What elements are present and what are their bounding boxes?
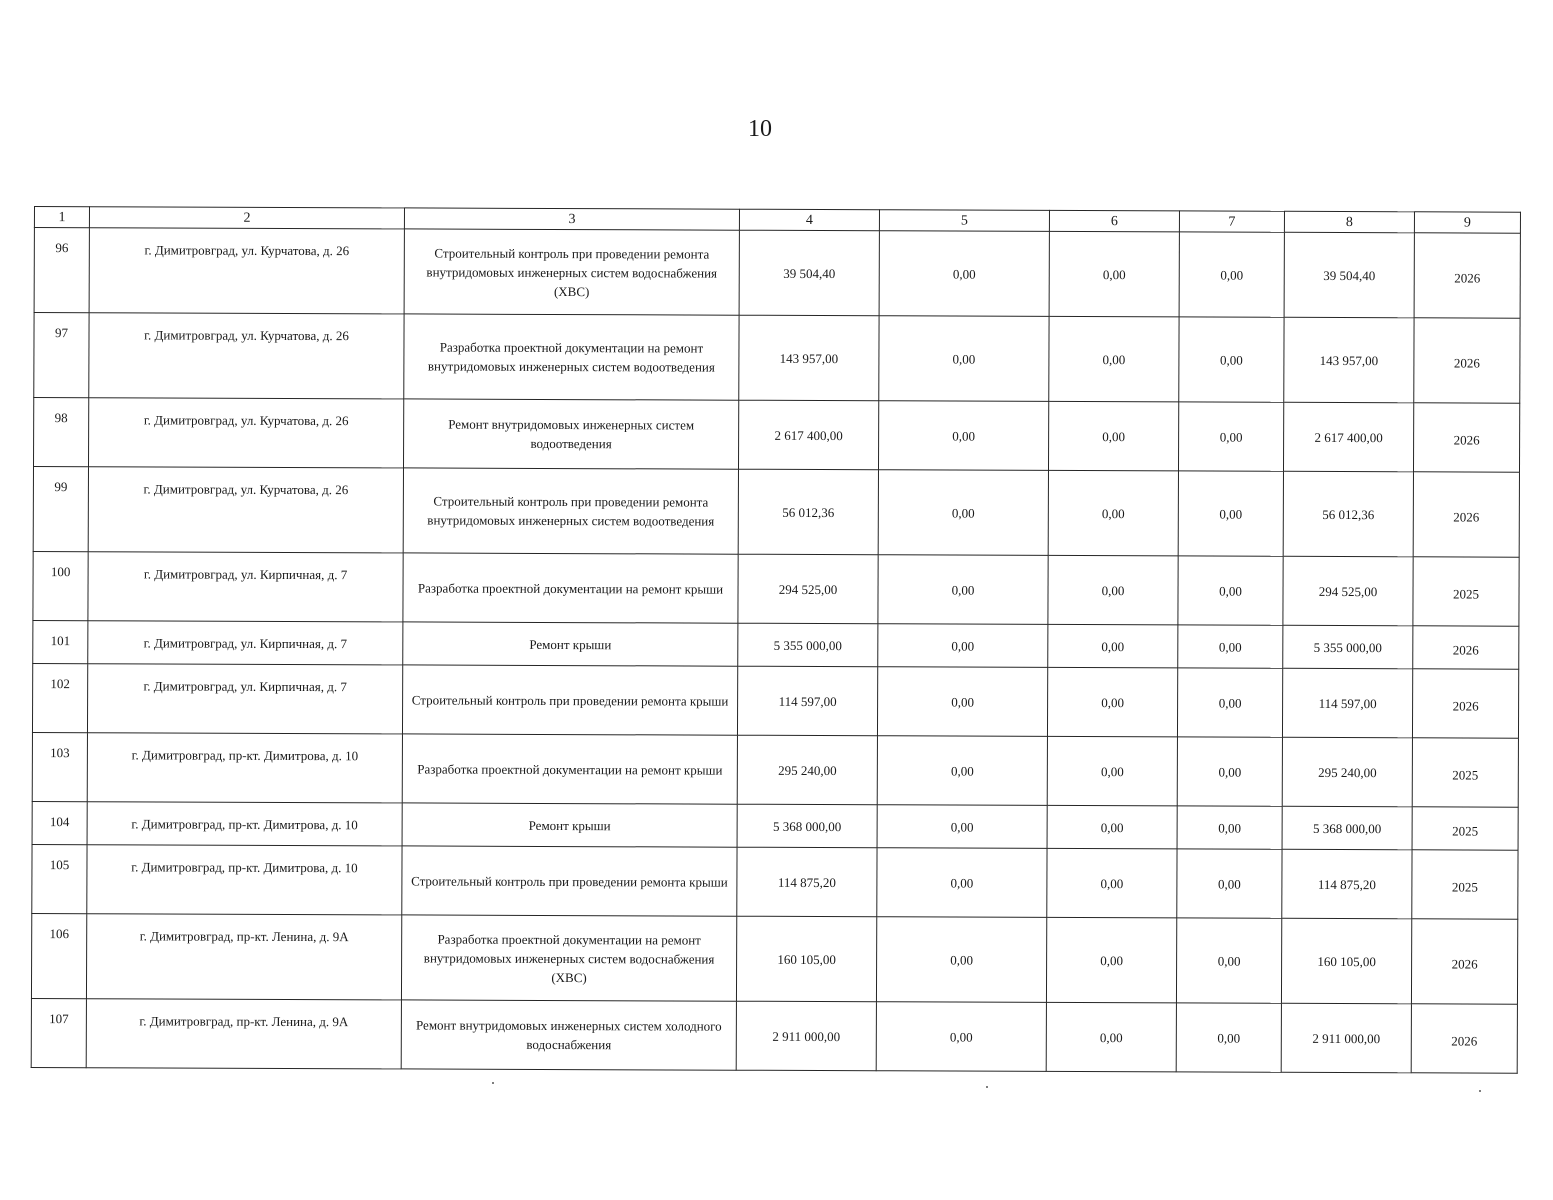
work-description-cell: Строительный контроль при проведении ремонта крыши: [402, 665, 737, 735]
work-description-cell: Разработка проектной документации на ремонт крыши: [403, 553, 738, 623]
amount-col5-cell: 0,00: [876, 1002, 1046, 1072]
year-cell: 2026: [1413, 626, 1519, 669]
amount-col6-cell: 0,00: [1049, 316, 1179, 401]
year-cell: 2025: [1412, 807, 1518, 850]
column-header: 7: [1179, 211, 1284, 232]
work-description-cell: Ремонт внутридомовых инженерных систем холодного водоснабжения: [401, 1000, 736, 1070]
column-header: 1: [34, 207, 89, 228]
table-row: [32, 844, 1518, 919]
year-cell: 2026: [1412, 669, 1518, 738]
year-cell: 2025: [1412, 850, 1518, 919]
amount-col6-cell: 0,00: [1046, 917, 1176, 1002]
address-cell: г. Димитровград, пр-кт. Димитрова, д. 10: [87, 845, 402, 915]
amount-col6-cell: 0,00: [1047, 736, 1177, 805]
amount-col5-cell: 0,00: [879, 231, 1049, 317]
amount-col5-cell: 0,00: [878, 401, 1048, 471]
table-row: [34, 313, 1520, 404]
row-number-cell: 97: [34, 313, 89, 398]
amount-col5-cell: 0,00: [877, 805, 1047, 849]
address-cell: г. Димитровград, ул. Кирпичная, д. 7: [88, 621, 403, 665]
amount-col8-cell: 5 355 000,00: [1283, 625, 1413, 668]
amount-col5-cell: 0,00: [878, 555, 1048, 625]
row-number-cell: 96: [34, 228, 89, 313]
table-row: [33, 551, 1519, 626]
amount-col7-cell: 0,00: [1177, 849, 1282, 918]
amount-col4-cell: 114 875,20: [737, 847, 877, 917]
work-description-cell: Ремонт внутридомовых инженерных систем водоотведения: [403, 399, 738, 469]
amount-col5-cell: 0,00: [877, 736, 1047, 806]
amount-col8-cell: 5 368 000,00: [1282, 806, 1412, 849]
amount-col4-cell: 294 525,00: [738, 554, 878, 624]
row-number-cell: 100: [33, 551, 88, 620]
amount-col7-cell: 0,00: [1179, 317, 1284, 402]
row-number-cell: 102: [32, 663, 87, 732]
amount-col6-cell: 0,00: [1049, 231, 1179, 316]
column-header: 4: [739, 209, 879, 231]
column-header: 9: [1414, 212, 1520, 233]
amount-col7-cell: 0,00: [1177, 737, 1282, 806]
amount-col6-cell: 0,00: [1047, 848, 1177, 917]
row-number-cell: 104: [32, 801, 87, 844]
table-row: [33, 467, 1519, 558]
work-description-cell: Разработка проектной документации на ремонт внутридомовых инженерных систем водоснабжения (ХВС): [401, 915, 736, 1001]
amount-col7-cell: 0,00: [1178, 556, 1283, 625]
work-description-cell: Строительный контроль при проведении ремонта внутридомовых инженерных систем водоотведения: [403, 468, 738, 554]
amount-col6-cell: 0,00: [1048, 470, 1178, 555]
page-number: 10: [748, 116, 772, 142]
scan-speck: [986, 1086, 988, 1088]
amount-col8-cell: 295 240,00: [1282, 737, 1412, 806]
amount-col8-cell: 2 617 400,00: [1283, 402, 1413, 471]
column-header: 8: [1284, 211, 1414, 232]
column-header: 2: [89, 207, 404, 229]
amount-col7-cell: 0,00: [1178, 471, 1283, 556]
work-description-cell: Ремонт крыши: [403, 622, 738, 666]
amount-col5-cell: 0,00: [879, 316, 1049, 402]
table-row: [32, 801, 1518, 850]
amount-col6-cell: 0,00: [1048, 624, 1178, 667]
amount-col4-cell: 2 617 400,00: [738, 400, 878, 470]
address-cell: г. Димитровград, ул. Кирпичная, д. 7: [88, 552, 403, 622]
scan-speck: [1479, 1090, 1481, 1092]
table-row: [32, 732, 1518, 807]
amount-col8-cell: 39 504,40: [1284, 232, 1414, 317]
amount-col8-cell: 294 525,00: [1283, 556, 1413, 625]
table-row: [31, 913, 1517, 1004]
amount-col7-cell: 0,00: [1178, 402, 1283, 471]
amount-col8-cell: 114 875,20: [1282, 849, 1412, 918]
year-cell: 2026: [1413, 403, 1519, 472]
amount-col5-cell: 0,00: [878, 470, 1048, 556]
row-number-cell: 98: [33, 398, 88, 467]
amount-col6-cell: 0,00: [1047, 805, 1177, 848]
amount-col4-cell: 56 012,36: [738, 469, 878, 555]
address-cell: г. Димитровград, ул. Курчатова, д. 26: [89, 313, 404, 399]
table-row: [34, 228, 1520, 319]
amount-col8-cell: 160 105,00: [1281, 918, 1411, 1003]
address-cell: г. Димитровград, ул. Кирпичная, д. 7: [87, 664, 402, 734]
work-description-cell: Строительный контроль при проведении ремонта крыши: [402, 846, 737, 916]
column-header: 5: [879, 210, 1049, 232]
work-description-cell: Разработка проектной документации на ремонт внутридомовых инженерных систем водоотведения: [404, 314, 739, 400]
work-description-cell: Строительный контроль при проведении ремонта внутридомовых инженерных систем водоснабжения (ХВС): [404, 229, 739, 315]
work-description-cell: Ремонт крыши: [402, 803, 737, 847]
amount-col4-cell: 39 504,40: [739, 230, 879, 316]
table-row: [32, 663, 1518, 738]
amount-col5-cell: 0,00: [878, 624, 1048, 668]
amount-col8-cell: 114 597,00: [1282, 668, 1412, 737]
row-number-cell: 107: [31, 998, 86, 1067]
amount-col7-cell: 0,00: [1176, 1003, 1281, 1072]
amount-col6-cell: 0,00: [1048, 401, 1178, 470]
address-cell: г. Димитровград, пр-кт. Димитрова, д. 10: [87, 802, 402, 846]
amount-col6-cell: 0,00: [1048, 555, 1178, 624]
amount-col7-cell: 0,00: [1177, 806, 1282, 849]
amount-col7-cell: 0,00: [1176, 918, 1281, 1003]
amount-col5-cell: 0,00: [877, 667, 1047, 737]
table-row: [33, 398, 1519, 473]
amount-col6-cell: 0,00: [1046, 1002, 1176, 1071]
amount-col4-cell: 295 240,00: [737, 735, 877, 805]
amount-col4-cell: 114 597,00: [737, 666, 877, 736]
row-number-cell: 106: [31, 913, 86, 998]
address-cell: г. Димитровград, ул. Курчатова, д. 26: [89, 228, 404, 314]
amount-col4-cell: 5 368 000,00: [737, 804, 877, 848]
year-cell: 2025: [1413, 557, 1519, 626]
year-cell: 2026: [1414, 233, 1520, 318]
amount-col4-cell: 5 355 000,00: [738, 623, 878, 667]
table-row: [33, 620, 1519, 669]
amount-col8-cell: 56 012,36: [1283, 471, 1413, 556]
amount-col4-cell: 143 957,00: [739, 315, 879, 401]
year-cell: 2026: [1413, 472, 1519, 557]
amount-col7-cell: 0,00: [1179, 232, 1284, 317]
work-description-cell: Разработка проектной документации на ремонт крыши: [402, 734, 737, 804]
row-number-cell: 99: [33, 467, 88, 552]
year-cell: 2025: [1412, 738, 1518, 807]
amount-col8-cell: 2 911 000,00: [1281, 1003, 1411, 1072]
year-cell: 2026: [1411, 1004, 1517, 1073]
amount-col8-cell: 143 957,00: [1284, 317, 1414, 402]
works-table: [31, 206, 1521, 1074]
row-number-cell: 105: [32, 844, 87, 913]
amount-col6-cell: 0,00: [1047, 667, 1177, 736]
column-header: 3: [404, 208, 739, 230]
year-cell: 2026: [1411, 919, 1517, 1004]
address-cell: г. Димитровград, пр-кт. Димитрова, д. 10: [87, 733, 402, 803]
column-header: 6: [1049, 210, 1179, 231]
amount-col4-cell: 2 911 000,00: [736, 1001, 876, 1071]
year-cell: 2026: [1414, 318, 1520, 403]
address-cell: г. Димитровград, ул. Курчатова, д. 26: [88, 467, 403, 553]
address-cell: г. Димитровград, пр-кт. Ленина, д. 9А: [86, 999, 401, 1069]
amount-col5-cell: 0,00: [877, 848, 1047, 918]
row-number-cell: 101: [33, 620, 88, 663]
amount-col5-cell: 0,00: [876, 917, 1046, 1003]
address-cell: г. Димитровград, пр-кт. Ленина, д. 9А: [86, 914, 401, 1000]
amount-col7-cell: 0,00: [1177, 668, 1282, 737]
amount-col7-cell: 0,00: [1178, 625, 1283, 668]
table-row: [31, 998, 1517, 1073]
scan-speck: [492, 1082, 494, 1084]
row-number-cell: 103: [32, 732, 87, 801]
address-cell: г. Димитровград, ул. Курчатова, д. 26: [88, 398, 403, 468]
amount-col4-cell: 160 105,00: [736, 916, 876, 1002]
